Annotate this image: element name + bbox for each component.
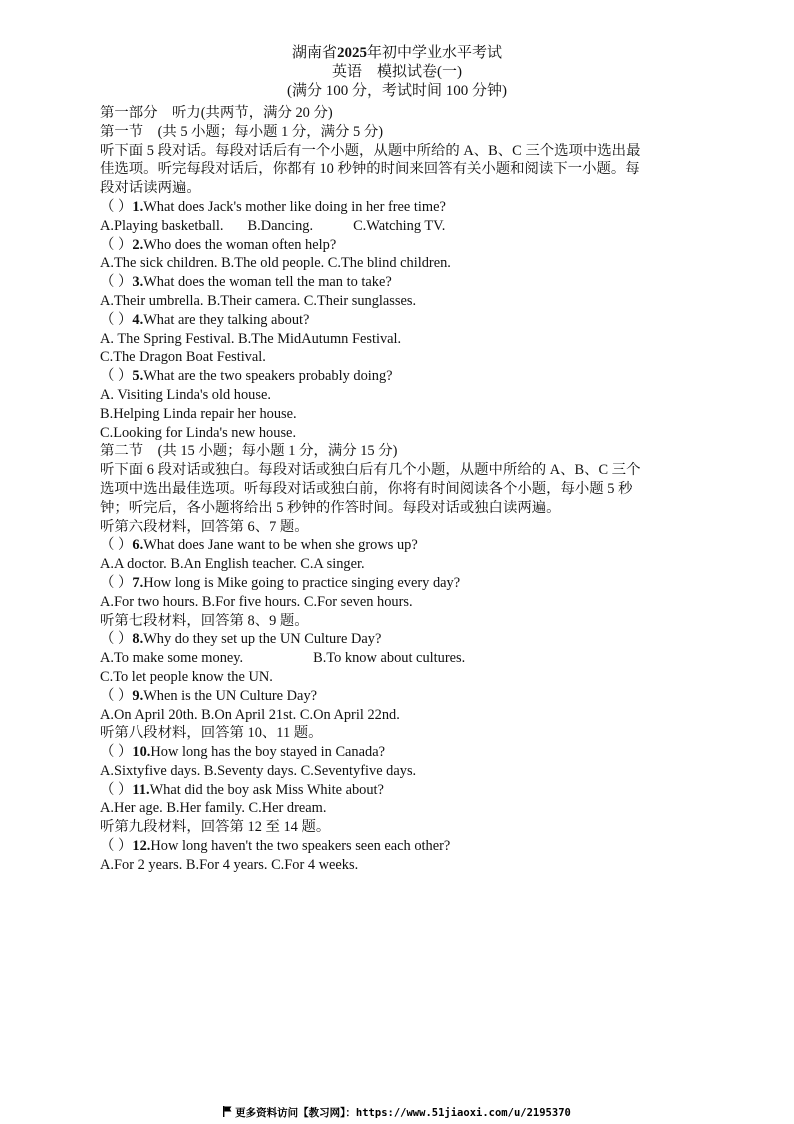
question-4-options: A. The Spring Festival. B.The MidAutumn Festival.	[100, 330, 402, 347]
answer-blank[interactable]: （ ）	[100, 198, 133, 215]
question-12-options: A.For 2 years. B.For 4 years. C.For 4 weeks.	[100, 856, 359, 873]
section2-instruction-line: 听下面 6 段对话或独白。每段对话或独白后有几个小题，从题中所给的 A、B、C 三个	[100, 462, 641, 479]
material-8-note: 听第八段材料，回答第 10、11 题。	[100, 725, 323, 742]
question-1-options	[100, 217, 690, 236]
flag-icon	[223, 1106, 232, 1117]
section2-instruction-line: 选项中选出最佳选项。听每段对话或独白前，你将有时间阅读各个小题，每小题 5 秒	[100, 480, 633, 497]
question-number: 2.	[132, 236, 144, 253]
question-text: Why do they set up the UN Culture Day?	[143, 631, 382, 648]
question-text: What are they talking about?	[143, 311, 310, 328]
question-8	[100, 630, 690, 649]
part1-title: 第一部分 听力(共两节，满分 20 分)	[100, 105, 333, 121]
material-9-note: 听第九段材料，回答第 12 至 14 题。	[100, 819, 331, 836]
question-text: What does the woman tell the man to take?	[143, 274, 392, 291]
question-11	[100, 781, 690, 800]
material-6-note: 听第六段材料，回答第 6、7 题。	[100, 518, 309, 535]
material-7-note: 听第七段材料，回答第 8、9 题。	[100, 612, 309, 629]
answer-blank[interactable]: （ ）	[100, 274, 133, 291]
exam-content	[100, 104, 690, 875]
section1-instruction-line: 听下面 5 段对话。每段对话后有一个小题，从题中所给的 A、B、C 三个选项中选出最	[100, 142, 641, 159]
question-6	[100, 536, 690, 555]
question-10-options: A.Sixtyfive days. B.Seventy days. C.Seventyfive days.	[100, 762, 417, 779]
question-11-options: A.Her age. B.Her family. C.Her dream.	[100, 800, 327, 817]
question-12	[100, 837, 690, 856]
answer-blank[interactable]: （ ）	[100, 537, 133, 554]
option-a: A.Playing basketball.	[100, 217, 224, 234]
question-number: 9.	[132, 687, 144, 704]
question-text: Who does the woman often help?	[143, 236, 337, 253]
title-post: 年初中学业水平考试	[367, 45, 503, 61]
question-7-options: A.For two hours. B.For five hours. C.For seven hours.	[100, 593, 413, 610]
question-1	[100, 198, 690, 217]
section1-instruction-line: 段对话读两遍。	[100, 180, 201, 197]
question-9	[100, 687, 690, 706]
question-text: What does Jack's mother like doing in her free time?	[143, 198, 446, 215]
question-text: What did the boy ask Miss White about?	[149, 781, 384, 798]
answer-blank[interactable]: （ ）	[100, 631, 133, 648]
section2-title: 第二节 (共 15 小题；每小题 1 分，满分 15 分)	[100, 443, 398, 460]
option-c: C.To let people know the UN.	[100, 668, 273, 685]
exam-header	[0, 44, 794, 100]
question-5	[100, 367, 690, 386]
question-number: 10.	[132, 744, 151, 761]
section1-title: 第一节 (共 5 小题；每小题 1 分，满分 5 分)	[100, 123, 384, 140]
option-a: A.To make some money.	[100, 650, 244, 667]
question-number: 3.	[132, 274, 144, 291]
question-8-options	[100, 649, 690, 668]
question-number: 11.	[132, 781, 150, 798]
answer-blank[interactable]: （ ）	[100, 368, 133, 385]
question-2	[100, 236, 690, 255]
question-3	[100, 273, 690, 292]
question-text: How long is Mike going to practice singing every day?	[143, 574, 461, 591]
option-a: A. Visiting Linda's old house.	[100, 386, 271, 403]
question-number: 1.	[132, 198, 144, 215]
question-text: What does Jane want to be when she grows up?	[143, 537, 418, 554]
question-3-options: A.Their umbrella. B.Their camera. C.Their sunglasses.	[100, 292, 417, 309]
answer-blank[interactable]: （ ）	[100, 574, 133, 591]
question-number: 6.	[132, 537, 144, 554]
exam-score-time: (满分 100 分，考试时间 100 分钟)	[287, 82, 507, 99]
question-number: 12.	[132, 838, 151, 855]
question-text: What are the two speakers probably doing?	[143, 368, 393, 385]
answer-blank[interactable]: （ ）	[100, 687, 133, 704]
exam-subtitle: 英语 模拟试卷(一)	[332, 63, 462, 80]
option-b: B.Helping Linda repair her house.	[100, 405, 297, 422]
answer-blank[interactable]: （ ）	[100, 744, 133, 761]
question-2-options: A.The sick children. B.The old people. C.The blind children.	[100, 255, 451, 272]
option-b: B.To know about cultures.	[313, 650, 466, 667]
section1-instruction-line: 佳选项。听完每段对话后，你都有 10 秒钟的时间来回答有关小题和阅读下一小题。每	[100, 161, 640, 178]
answer-blank[interactable]: （ ）	[100, 236, 133, 253]
option-b: B.Dancing.	[247, 217, 314, 234]
question-text: How long haven't the two speakers seen each other?	[150, 838, 451, 855]
section2-instruction-line: 钟；听完后，各小题将给出 5 秒钟的作答时间。每段对话或独白读两遍。	[100, 499, 561, 516]
answer-blank[interactable]: （ ）	[100, 311, 133, 328]
footer-link[interactable]	[0, 1106, 794, 1120]
exam-title	[0, 44, 794, 63]
question-6-options: A.A doctor. B.An English teacher. C.A singer.	[100, 556, 365, 573]
question-text: How long has the boy stayed in Canada?	[150, 744, 385, 761]
question-text: When is the UN Culture Day?	[143, 687, 318, 704]
title-pre: 湖南省	[291, 45, 337, 61]
title-year: 2025	[337, 45, 367, 61]
option-c: C.Looking for Linda's new house.	[100, 424, 297, 441]
question-9-options: A.On April 20th. B.On April 21st. C.On April 22nd.	[100, 706, 400, 723]
question-7	[100, 574, 690, 593]
question-4	[100, 311, 690, 330]
question-10	[100, 743, 690, 762]
question-number: 8.	[132, 631, 144, 648]
question-4-options: C.The Dragon Boat Festival.	[100, 349, 266, 366]
footer-text: 更多资料访问【教习网】：https://www.51jiaoxi.com/u/2195370	[235, 1107, 571, 1119]
question-number: 7.	[132, 574, 144, 591]
question-number: 4.	[132, 311, 144, 328]
answer-blank[interactable]: （ ）	[100, 838, 133, 855]
question-number: 5.	[132, 368, 144, 385]
answer-blank[interactable]: （ ）	[100, 781, 133, 798]
option-c: C.Watching TV.	[353, 217, 446, 234]
